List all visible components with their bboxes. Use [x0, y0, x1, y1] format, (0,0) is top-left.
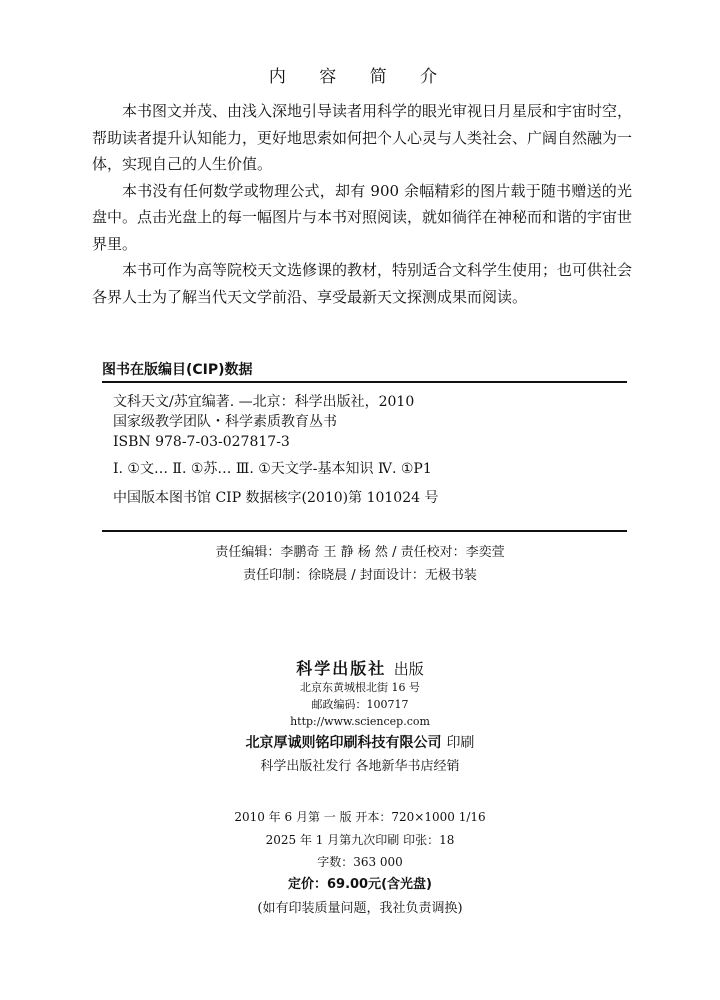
intro-paragraph-1: 本书图文并茂、由浅入深地引导读者用科学的眼光审视日月星辰和宇宙时空，帮助读者提升认知能力，更好地思索如何把个人心灵与人类社会、广阔自然融为一体，实现自己的人生价值。 [92, 102, 633, 173]
cip-series-line: 国家级教学团队・科学素质教育丛书 [113, 414, 337, 430]
printer-name: 北京厚诚则铭印刷科技有限公司 [245, 735, 442, 751]
intro-paragraph-3: 本书可作为高等院校天文选修课的教材，特别适合文科学生使用；也可供社会各界人士为了解当代天文学前沿、享受最新天文探测成果而阅读。 [92, 261, 633, 306]
publisher-address: 北京东黄城根北街 16 号 [300, 681, 420, 694]
cip-isbn-line: ISBN 978-7-03-027817-3 [113, 434, 290, 450]
quality-note: (如有印装质量问题，我社负责调换) [257, 901, 463, 916]
distribution-line: 科学出版社发行 各地新华书店经销 [260, 759, 460, 774]
staff-line-printing: 责任印制：徐晓晨 / 封面设计：无极书装 [243, 568, 477, 583]
colophon [0, 806, 720, 921]
staff-credits [0, 541, 720, 587]
publisher-block [0, 656, 720, 774]
cip-title-line: 文科天文/苏宜编著. —北京：科学出版社，2010 [113, 394, 415, 410]
publisher-website: http://www.sciencep.com [290, 715, 430, 728]
intro-title: 内 容 简 介 [268, 67, 452, 87]
printing-line: 2025 年 1 月第九次印刷 印张：18 [265, 832, 455, 847]
cip-bottom-rule [102, 530, 627, 532]
price-line: 定价：69.00元(含光盘) [287, 876, 432, 892]
printer-suffix: 印刷 [446, 735, 475, 751]
cip-number-line: 中国版本图书馆 CIP 数据核字(2010)第 101024 号 [113, 490, 439, 506]
intro-paragraph-2: 本书没有任何数学或物理公式，却有 900 余幅精彩的图片载于随书赠送的光盘中。点击光盘上的每一幅图片与本书对照阅读，就如徜徉在神秘而和谐的宇宙世界里。 [92, 181, 633, 253]
word-count-line: 字数：363 000 [317, 855, 403, 869]
edition-line: 2010 年 6 月第 一 版 开本：720×1000 1/16 [234, 810, 486, 824]
cip-classification-line: Ⅰ. ①文… Ⅱ. ①苏… Ⅲ. ①天文学-基本知识 Ⅳ. ①P1 [113, 461, 432, 477]
printer-line [0, 732, 720, 752]
publisher-logo-text: 科学出版社 [296, 659, 387, 678]
publisher-name [0, 656, 720, 679]
cip-block [113, 392, 627, 508]
intro-body [92, 98, 632, 310]
publisher-name-suffix: 出版 [393, 660, 424, 678]
cip-heading: 图书在版编目(CIP)数据 [102, 359, 627, 383]
staff-line-editors: 责任编辑：李鹏奇 王 静 杨 然 / 责任校对：李奕萱 [215, 545, 505, 560]
publisher-postcode: 邮政编码：100717 [311, 698, 409, 711]
